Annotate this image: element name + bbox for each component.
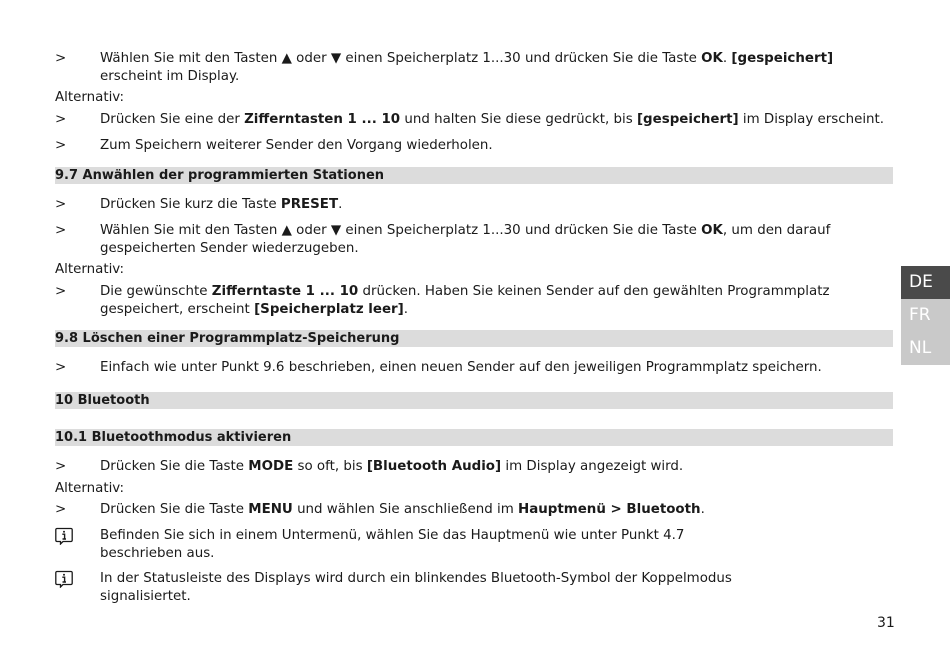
section-heading-9-8: 9.8 Löschen einer Programmplatz-Speicherung — [55, 330, 893, 347]
arrow-marker: > — [55, 459, 67, 474]
step-text: Drücken Sie kurz die Taste PRESET. — [100, 197, 343, 212]
page-number: 31 — [877, 615, 895, 631]
step-number-keys — [55, 111, 895, 129]
language-tab-de: DE — [901, 266, 950, 299]
arrow-marker: > — [55, 112, 67, 127]
arrow-marker: > — [55, 197, 67, 212]
step-text: Drücken Sie die Taste MODE so oft, bis [Bluetooth Audio] im Display angezeigt wird. — [100, 459, 684, 474]
step-overwrite — [55, 359, 895, 377]
info-note-statusbar — [55, 570, 755, 605]
arrow-marker: > — [55, 138, 67, 153]
info-note-submenu — [55, 527, 755, 562]
step-menu — [55, 501, 895, 519]
step-repeat — [55, 137, 895, 155]
language-tab-fr: FR — [901, 299, 950, 332]
step-select-memory — [55, 50, 895, 85]
section-heading-10: 10 Bluetooth — [55, 392, 893, 409]
step-mode — [55, 458, 895, 476]
language-tab-nl: NL — [901, 332, 950, 365]
section-heading-9-7: 9.7 Anwählen der programmierten Stationen — [55, 167, 893, 184]
step-text: Zum Speichern weiterer Sender den Vorgang wiederholen. — [100, 138, 493, 153]
step-select-play — [55, 222, 895, 257]
step-text: Die gewünschte Zifferntaste 1 ... 10 drücken. Haben Sie keinen Sender auf den gewählten Programmplatz gespeichert, erscheint [Speicherplatz leer]. — [100, 284, 830, 317]
arrow-marker: > — [55, 223, 67, 238]
step-number-key-play — [55, 283, 895, 318]
step-text: Drücken Sie die Taste MENU und wählen Sie anschließend im Hauptmenü > Bluetooth. — [100, 502, 705, 517]
step-text: Wählen Sie mit den Tasten ▲ oder ▼ einen Speicherplatz 1...30 und drücken Sie die Taste OK, um den darauf gespeicherten Sender wiederzugeben. — [100, 223, 831, 256]
step-text: Drücken Sie eine der Zifferntasten 1 ... 10 und halten Sie diese gedrückt, bis [gespeichert] im Display erscheint. — [100, 112, 885, 127]
alternative-label: Alternativ: — [55, 90, 125, 105]
arrow-marker: > — [55, 284, 67, 299]
info-icon — [55, 527, 73, 545]
alternative-label: Alternativ: — [55, 481, 125, 496]
language-tabs — [901, 266, 950, 365]
arrow-marker: > — [55, 360, 67, 375]
info-text: In der Statusleiste des Displays wird durch ein blinkendes Bluetooth-Symbol der Koppelmodus signalisiertet. — [100, 571, 732, 604]
arrow-marker: > — [55, 51, 67, 66]
step-preset — [55, 196, 895, 214]
arrow-marker: > — [55, 502, 67, 517]
alternative-label: Alternativ: — [55, 262, 125, 277]
step-text: Einfach wie unter Punkt 9.6 beschrieben, einen neuen Sender auf den jeweiligen Programmplatz speichern. — [100, 360, 822, 375]
step-text: Wählen Sie mit den Tasten ▲ oder ▼ einen Speicherplatz 1...30 und drücken Sie die Taste OK. [gespeichert] erscheint im Display. — [100, 51, 834, 84]
info-text: Befinden Sie sich in einem Untermenü, wählen Sie das Hauptmenü wie unter Punkt 4.7 beschrieben aus. — [100, 528, 685, 561]
section-heading-10-1: 10.1 Bluetoothmodus aktivieren — [55, 429, 893, 446]
info-icon — [55, 570, 73, 588]
